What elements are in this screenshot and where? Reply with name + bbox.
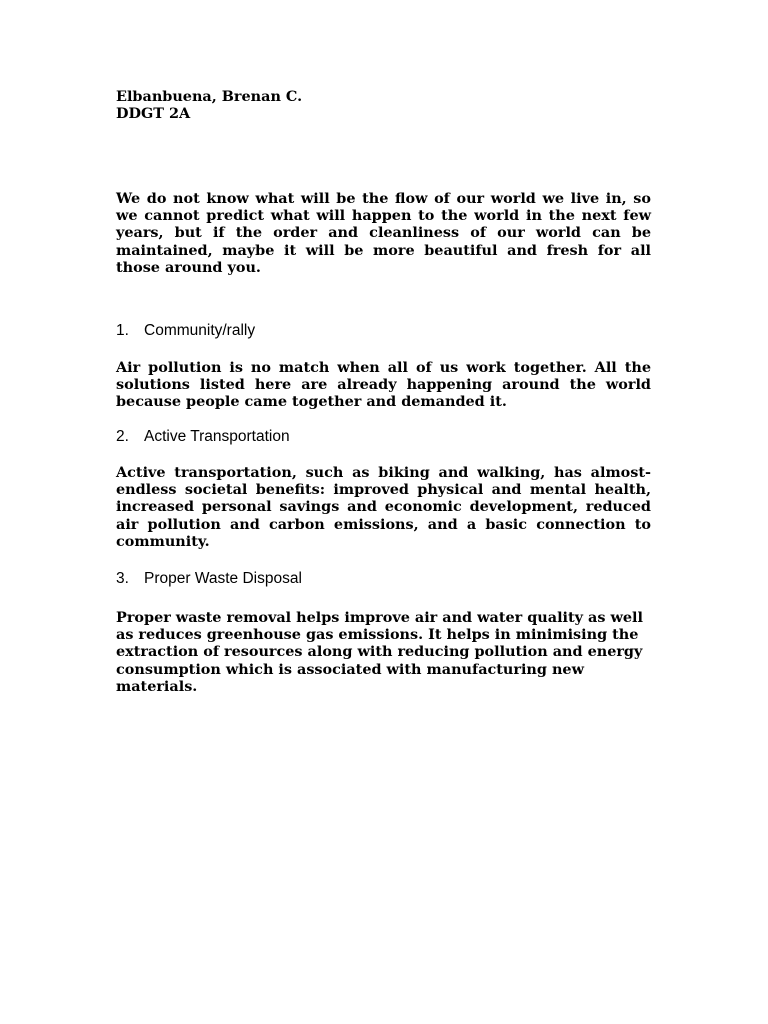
item-heading-community (116, 322, 651, 340)
item-number: 3. (116, 570, 129, 587)
author-section: DDGT 2A (116, 105, 191, 123)
item-title: Community/rally (144, 322, 256, 339)
item-heading-waste-disposal (116, 570, 651, 588)
item-body-waste-disposal: Proper waste removal helps improve air and water quality as well as reduces greenhouse gas emissions. It helps in minimising the extraction of resources along with reducing pollution and energy consumption which is associated with manufacturing new materials. (116, 609, 643, 695)
author-name: Elbanbuena, Brenan C. (116, 88, 303, 105)
item-body-active-transportation: Active transportation, such as biking and walking, has almost-endless societal benefits: improved physical and mental health, increased personal savings and economic development, reduced air pollution and carbon emissions, and a basic connection to community. (116, 464, 651, 550)
item-title: Active Transportation (144, 428, 290, 445)
document-page (116, 0, 651, 1024)
item-heading-active-transportation (116, 428, 651, 446)
item-number: 2. (116, 428, 129, 445)
author-header (116, 88, 651, 122)
item-number: 1. (116, 322, 129, 339)
item-body-community: Air pollution is no match when all of us work together. All the solutions listed here are already happening around the world because people came together and demanded it. (116, 359, 651, 411)
intro-paragraph: We do not know what will be the flow of our world we live in, so we cannot predict what will happen to the world in the next few years, but if the order and cleanliness of our world can be maintained, maybe it will be more beautiful and fresh for all those around you. (116, 190, 651, 276)
item-title: Proper Waste Disposal (144, 570, 302, 587)
